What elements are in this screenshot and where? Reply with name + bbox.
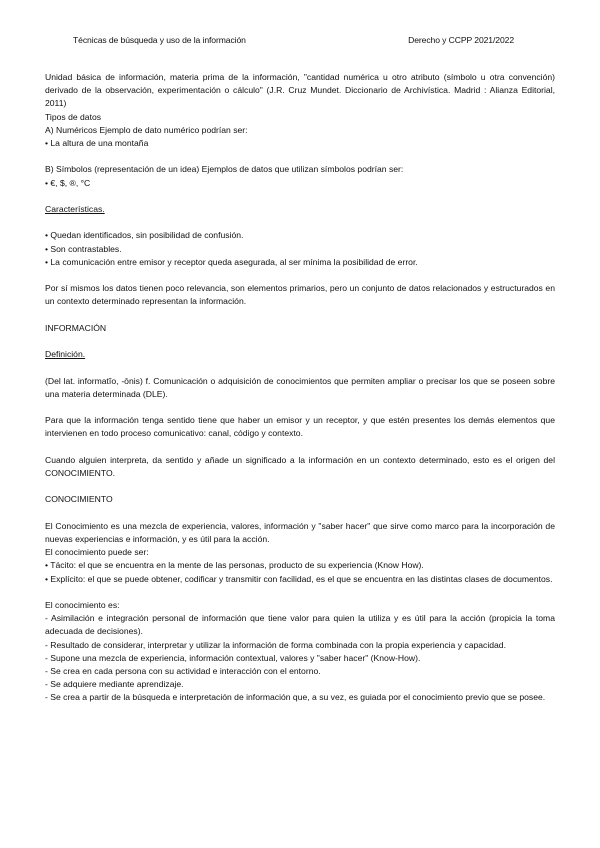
paragraph: Por sí mismos los datos tienen poco relevancia, son elementos primarios, pero un conjunto de datos relacionados y estructurados en un contexto determinado representan la información. xyxy=(45,283,555,307)
paragraph: Unidad básica de información, materia prima de la información, "cantidad numérica u otro atributo (símbolo u otra convención) derivado de la observación, experimentación o cálculo" (J.R. Cruz Mundet. Diccionario de Archivística. Madrid : Alianza Editorial, 2011) xyxy=(45,72,555,109)
paragraph: Tipos de datos xyxy=(45,111,102,122)
paragraph: Para que la información tenga sentido tiene que haber un emisor y un receptor, y que estén presentes los demás elementos que intervienen en todo proceso comunicativo: canal, código y contexto. xyxy=(45,415,555,439)
paragraph: • La comunicación entre emisor y receptor queda asegurada, al ser mínima la posibilidad de error. xyxy=(45,256,418,267)
section-heading: Definición. xyxy=(45,349,86,360)
paragraph: Cuando alguien interpreta, da sentido y añade un significado a la información en un contexto determinado, esto es el origen del CONOCIMIENTO. xyxy=(45,454,555,478)
paragraph-spacer xyxy=(45,216,555,229)
paragraph-spacer xyxy=(45,150,555,163)
paragraph: CONOCIMIENTO xyxy=(45,494,113,505)
paragraph-spacer xyxy=(45,480,555,493)
paragraph-spacer xyxy=(45,507,555,520)
paragraph: (Del lat. informatĭo, -ōnis) f. Comunicación o adquisición de conocimientos que permiten ampliar o precisar los que se poseen sobre una materia determinada (DLE). xyxy=(45,375,555,399)
paragraph-spacer xyxy=(45,335,555,348)
document-body xyxy=(45,71,555,705)
paragraph: • €, $, ®, °C xyxy=(45,177,91,188)
paragraph: - Se crea en cada persona con su actividad e interacción con el entorno. xyxy=(45,665,321,676)
header-program: Derecho y CCPP 2021/2022 xyxy=(408,35,514,45)
paragraph: El conocimiento es: xyxy=(45,599,120,610)
paragraph: - Se adquiere mediante aprendizaje. xyxy=(45,679,184,690)
paragraph: • Quedan identificados, sin posibilidad de confusión. xyxy=(45,230,244,241)
paragraph: • Explícito: el que se puede obtener, codificar y transmitir con facilidad, es el que se encuentra en las distintas clases de documentos. xyxy=(45,573,553,584)
paragraph: El Conocimiento es una mezcla de experiencia, valores, información y "saber hacer" que sirve como marco para la incorporación de nuevas experiencias e información, y es útil para la acción. xyxy=(45,520,555,544)
paragraph-spacer xyxy=(45,441,555,454)
paragraph-spacer xyxy=(45,586,555,599)
paragraph: - Se crea a partir de la búsqueda e interpretación de información que, a su vez, es guiada por el conocimiento previo que se posee. xyxy=(45,692,546,703)
paragraph: El conocimiento puede ser: xyxy=(45,547,149,558)
paragraph-spacer xyxy=(45,401,555,414)
paragraph: • Tácito: el que se encuentra en la mente de las personas, producto de su experiencia (Know How). xyxy=(45,560,424,571)
paragraph: - Supone una mezcla de experiencia, información contextual, valores y "saber hacer" (Know-How). xyxy=(45,652,421,663)
paragraph: • Son contrastables. xyxy=(45,243,122,254)
paragraph: A) Numéricos Ejemplo de dato numérico podrían ser: xyxy=(45,124,248,135)
paragraph: - Resultado de considerar, interpretar y utilizar la información de forma combinada con la propia experiencia y capacidad. xyxy=(45,639,506,650)
paragraph-spacer xyxy=(45,190,555,203)
paragraph-spacer xyxy=(45,361,555,374)
paragraph-spacer xyxy=(45,269,555,282)
paragraph: - Asimilación e integración personal de información que tiene valor para quien la utiliza y es útil para la acción (propicia la toma adecuada de decisiones). xyxy=(45,613,555,637)
paragraph: INFORMACIÓN xyxy=(45,322,107,333)
paragraph-spacer xyxy=(45,309,555,322)
page-header xyxy=(73,35,514,45)
section-heading: Características. xyxy=(45,204,105,214)
header-course-title: Técnicas de búsqueda y uso de la información xyxy=(73,35,246,45)
paragraph: B) Símbolos (representación de un idea) Ejemplos de datos que utilizan símbolos podrían ser: xyxy=(45,164,404,175)
paragraph: • La altura de una montaña xyxy=(45,138,149,149)
